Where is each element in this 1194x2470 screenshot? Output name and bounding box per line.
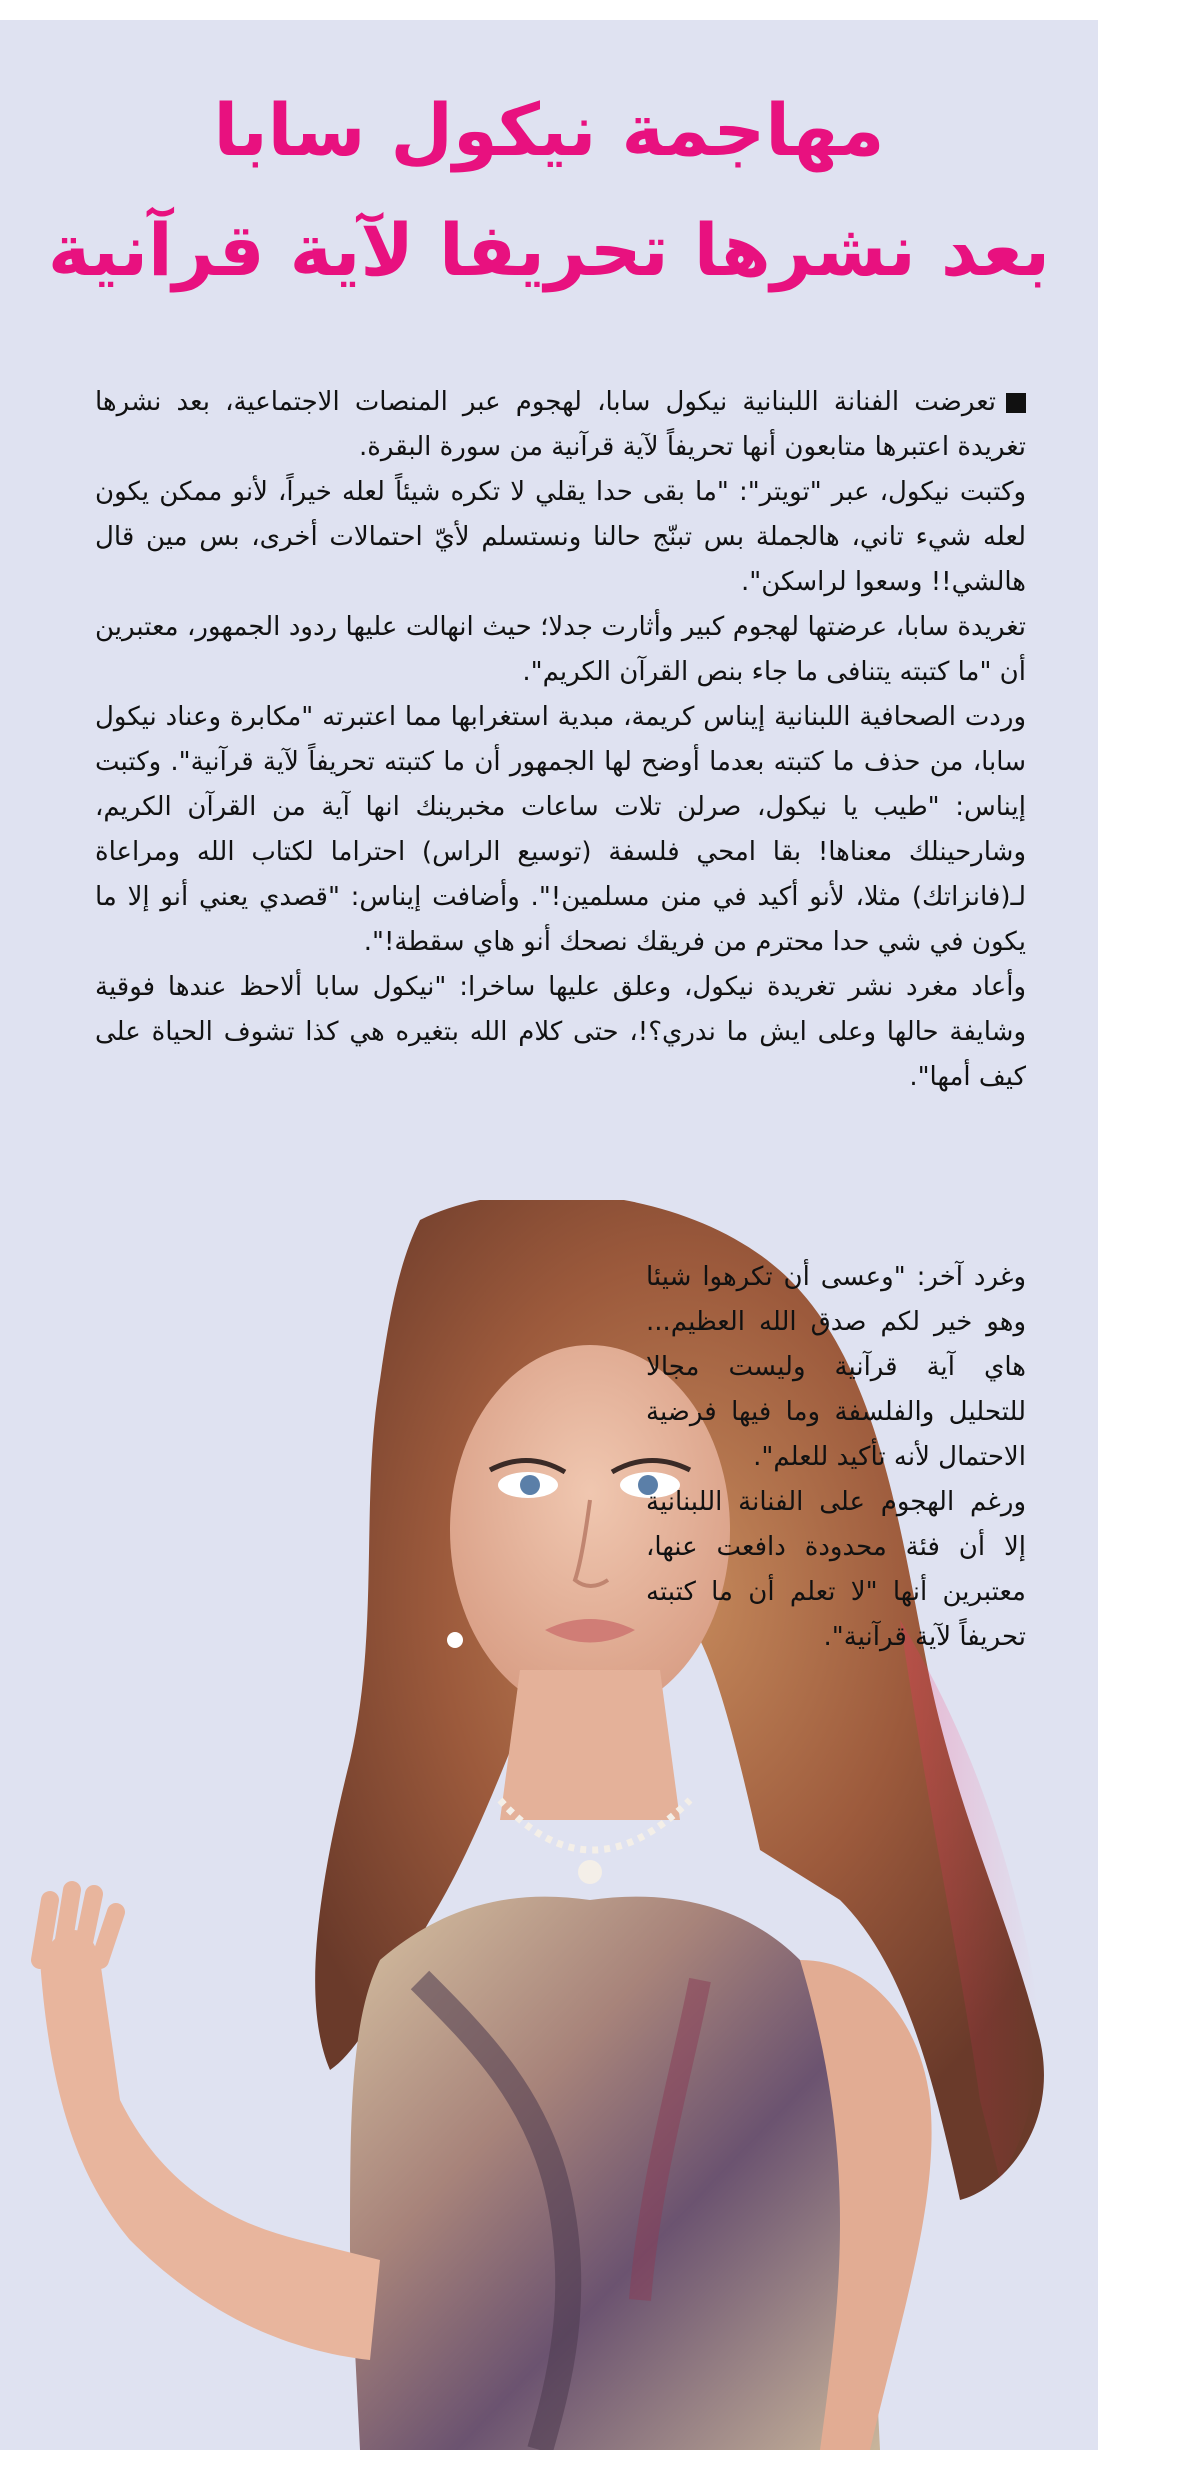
headline <box>30 70 1068 310</box>
headline-line-2: بعد نشرها تحريفا لآية قرآنية <box>47 208 1051 292</box>
paragraph: ورغم الهجوم على الفنانة اللبنانية إلا أن فئة محدودة دافعت عنها، معتبرين أنها "لا تعلم أن ما كتبته تحريفاً لآية قرآنية". <box>646 1487 1026 1652</box>
paragraph: وكتبت نيكول، عبر "تويتر": "ما بقى حدا يقلي لا تكره شيئاً لعله خيراً، لأنو ممكن يكون لعله شيء تاني، هالجملة بس تبنّج حالنا ونستسلم لأيّ احتمالات أخرى، بس مين قال هالشي!! وسعوا لراسكن". <box>95 477 1026 597</box>
paragraph: وغرد آخر: "وعسى أن تكرهوا شيئا وهو خير لكم صدق الله العظيم... هاي آية قرآنية وليست مجالا للتحليل والفلسفة وما فيها فرضية الاحتمال لأنه تأكيد للعلم". <box>646 1262 1026 1472</box>
square-bullet-icon <box>1006 393 1026 413</box>
article-body-column <box>646 1255 1026 1660</box>
paragraph: تغريدة سابا، عرضتها لهجوم كبير وأثارت جدلا؛ حيث انهالت عليها ردود الجمهور، معتبرين أن "ما كتبته يتنافى ما جاء بنص القرآن الكريم". <box>95 612 1026 687</box>
paragraph: تعرضت الفنانة اللبنانية نيكول سابا، لهجوم عبر المنصات الاجتماعية، بعد نشرها تغريدة اعتبرها متابعون أنها تحريفاً لآية قرآنية من سورة البقرة. <box>95 387 1026 462</box>
newspaper-page <box>0 20 1098 2450</box>
headline-line-1: مهاجمة نيكول سابا <box>213 88 885 172</box>
article-body-top <box>95 380 1026 1100</box>
paragraph: وأعاد مغرد نشر تغريدة نيكول، وعلق عليها ساخرا: "نيكول سابا ألاحظ عندها فوقية وشايفة حالها وعلى ايش ما ندري؟!، حتى كلام الله بتغيره هي كذا تشوف الحياة على كيف أمها". <box>95 972 1026 1092</box>
paragraph: وردت الصحافية اللبنانية إيناس كريمة، مبدية استغرابها مما اعتبرته "مكابرة وعناد نيكول سابا، من حذف ما كتبته بعدما أوضح لها الجمهور أن ما كتبته تحريفاً لآية قرآنية". وكتبت إيناس: "طيب يا نيكول، صرلن تلات ساعات مخبرينك انها آية من القرآن الكريم، وشارحينلك معناها! بقا امحي فلسفة (توسيع الراس) احتراما لكتاب الله ومراعاة لـ(فانزاتك) مثلا، لأنو أكيد في منن مسلمين!". وأضافت إيناس: "قصدي يعني أنو إلا ما يكون في شي حدا محترم من فريقك نصحك أنو هاي سقطة!". <box>95 702 1026 957</box>
